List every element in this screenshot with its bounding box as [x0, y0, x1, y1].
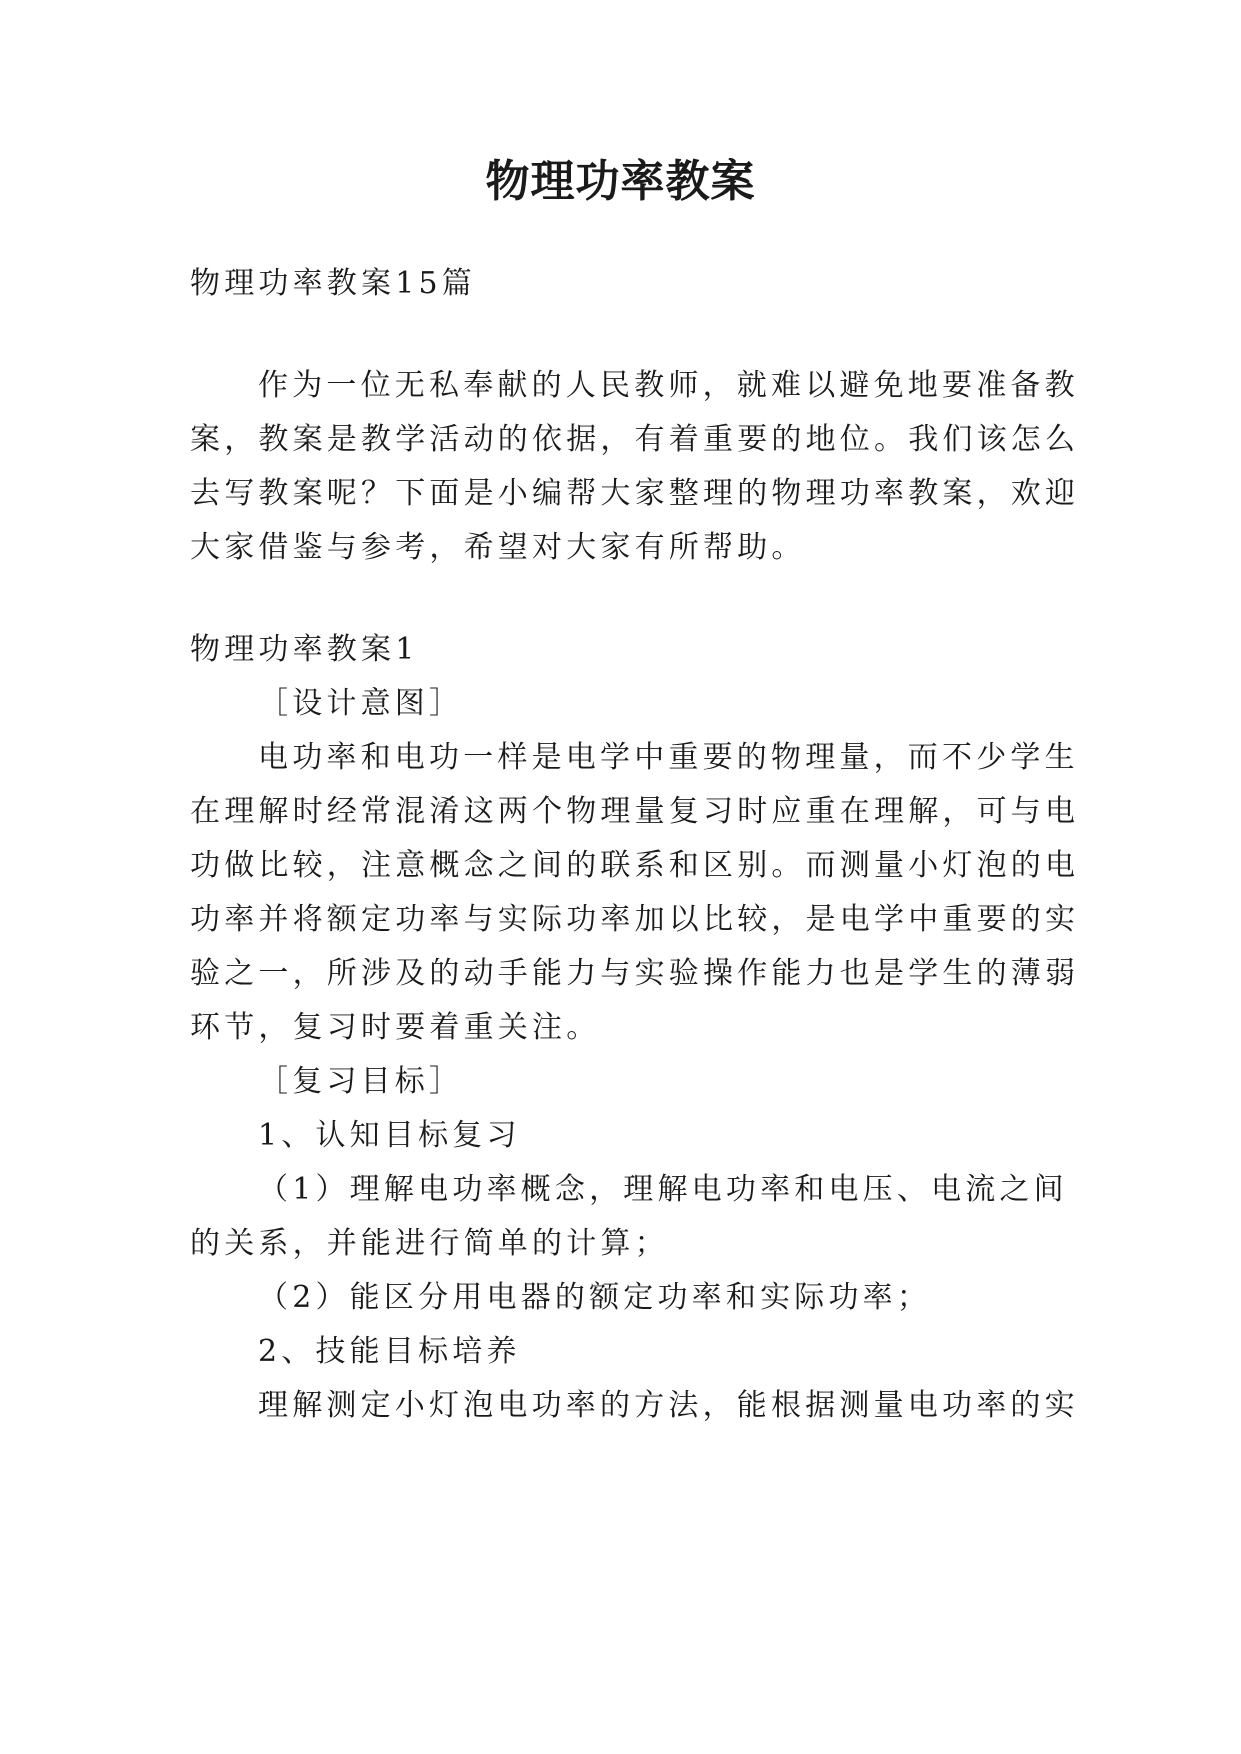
design-intent-line: 在理解时经常混淆这两个物理量复习时应重在理解，可与电: [190, 794, 1080, 829]
goal-item-line: （1）理解电功率概念，理解电功率和电压、电流之间: [258, 1172, 1068, 1207]
intro-line: 大家借鉴与参考，希望对大家有所帮助。: [190, 530, 806, 565]
design-intent-line: 功做比较，注意概念之间的联系和区别。而测量小灯泡的电: [190, 848, 1080, 883]
document-title: 物理功率教案: [485, 156, 756, 207]
goal-item-line: （2）能区分用电器的额定功率和实际功率；: [258, 1280, 932, 1315]
design-intent-line: 功率并将额定功率与实际功率加以比较，是电学中重要的实: [190, 902, 1080, 937]
document-subtitle: 物理功率教案15篇: [190, 266, 476, 301]
goal-heading: 2、技能目标培养: [258, 1334, 521, 1369]
intro-line: 作为一位无私奉献的人民教师，就难以避免地要准备教: [258, 368, 1079, 403]
design-intent-line: 电功率和电功一样是电学中重要的物理量，而不少学生: [258, 740, 1079, 775]
design-intent-line: 验之一，所涉及的动手能力与实验操作能力也是学生的薄弱: [190, 956, 1080, 991]
intro-line: 去写教案呢？下面是小编帮大家整理的物理功率教案，欢迎: [190, 476, 1080, 511]
goal-heading: 1、认知目标复习: [258, 1118, 521, 1153]
intro-line: 案，教案是教学活动的依据，有着重要的地位。我们该怎么: [190, 422, 1080, 457]
goal-item-line: 的关系，并能进行简单的计算；: [190, 1226, 669, 1261]
review-goals-label: ［复习目标］: [258, 1064, 464, 1099]
section-heading: 物理功率教案1: [190, 632, 419, 667]
goal-text-line: 理解测定小灯泡电功率的方法，能根据测量电功率的实: [258, 1388, 1079, 1423]
design-intent-line: 环节，复习时要着重关注。: [190, 1010, 601, 1045]
design-intent-label: ［设计意图］: [258, 686, 464, 721]
